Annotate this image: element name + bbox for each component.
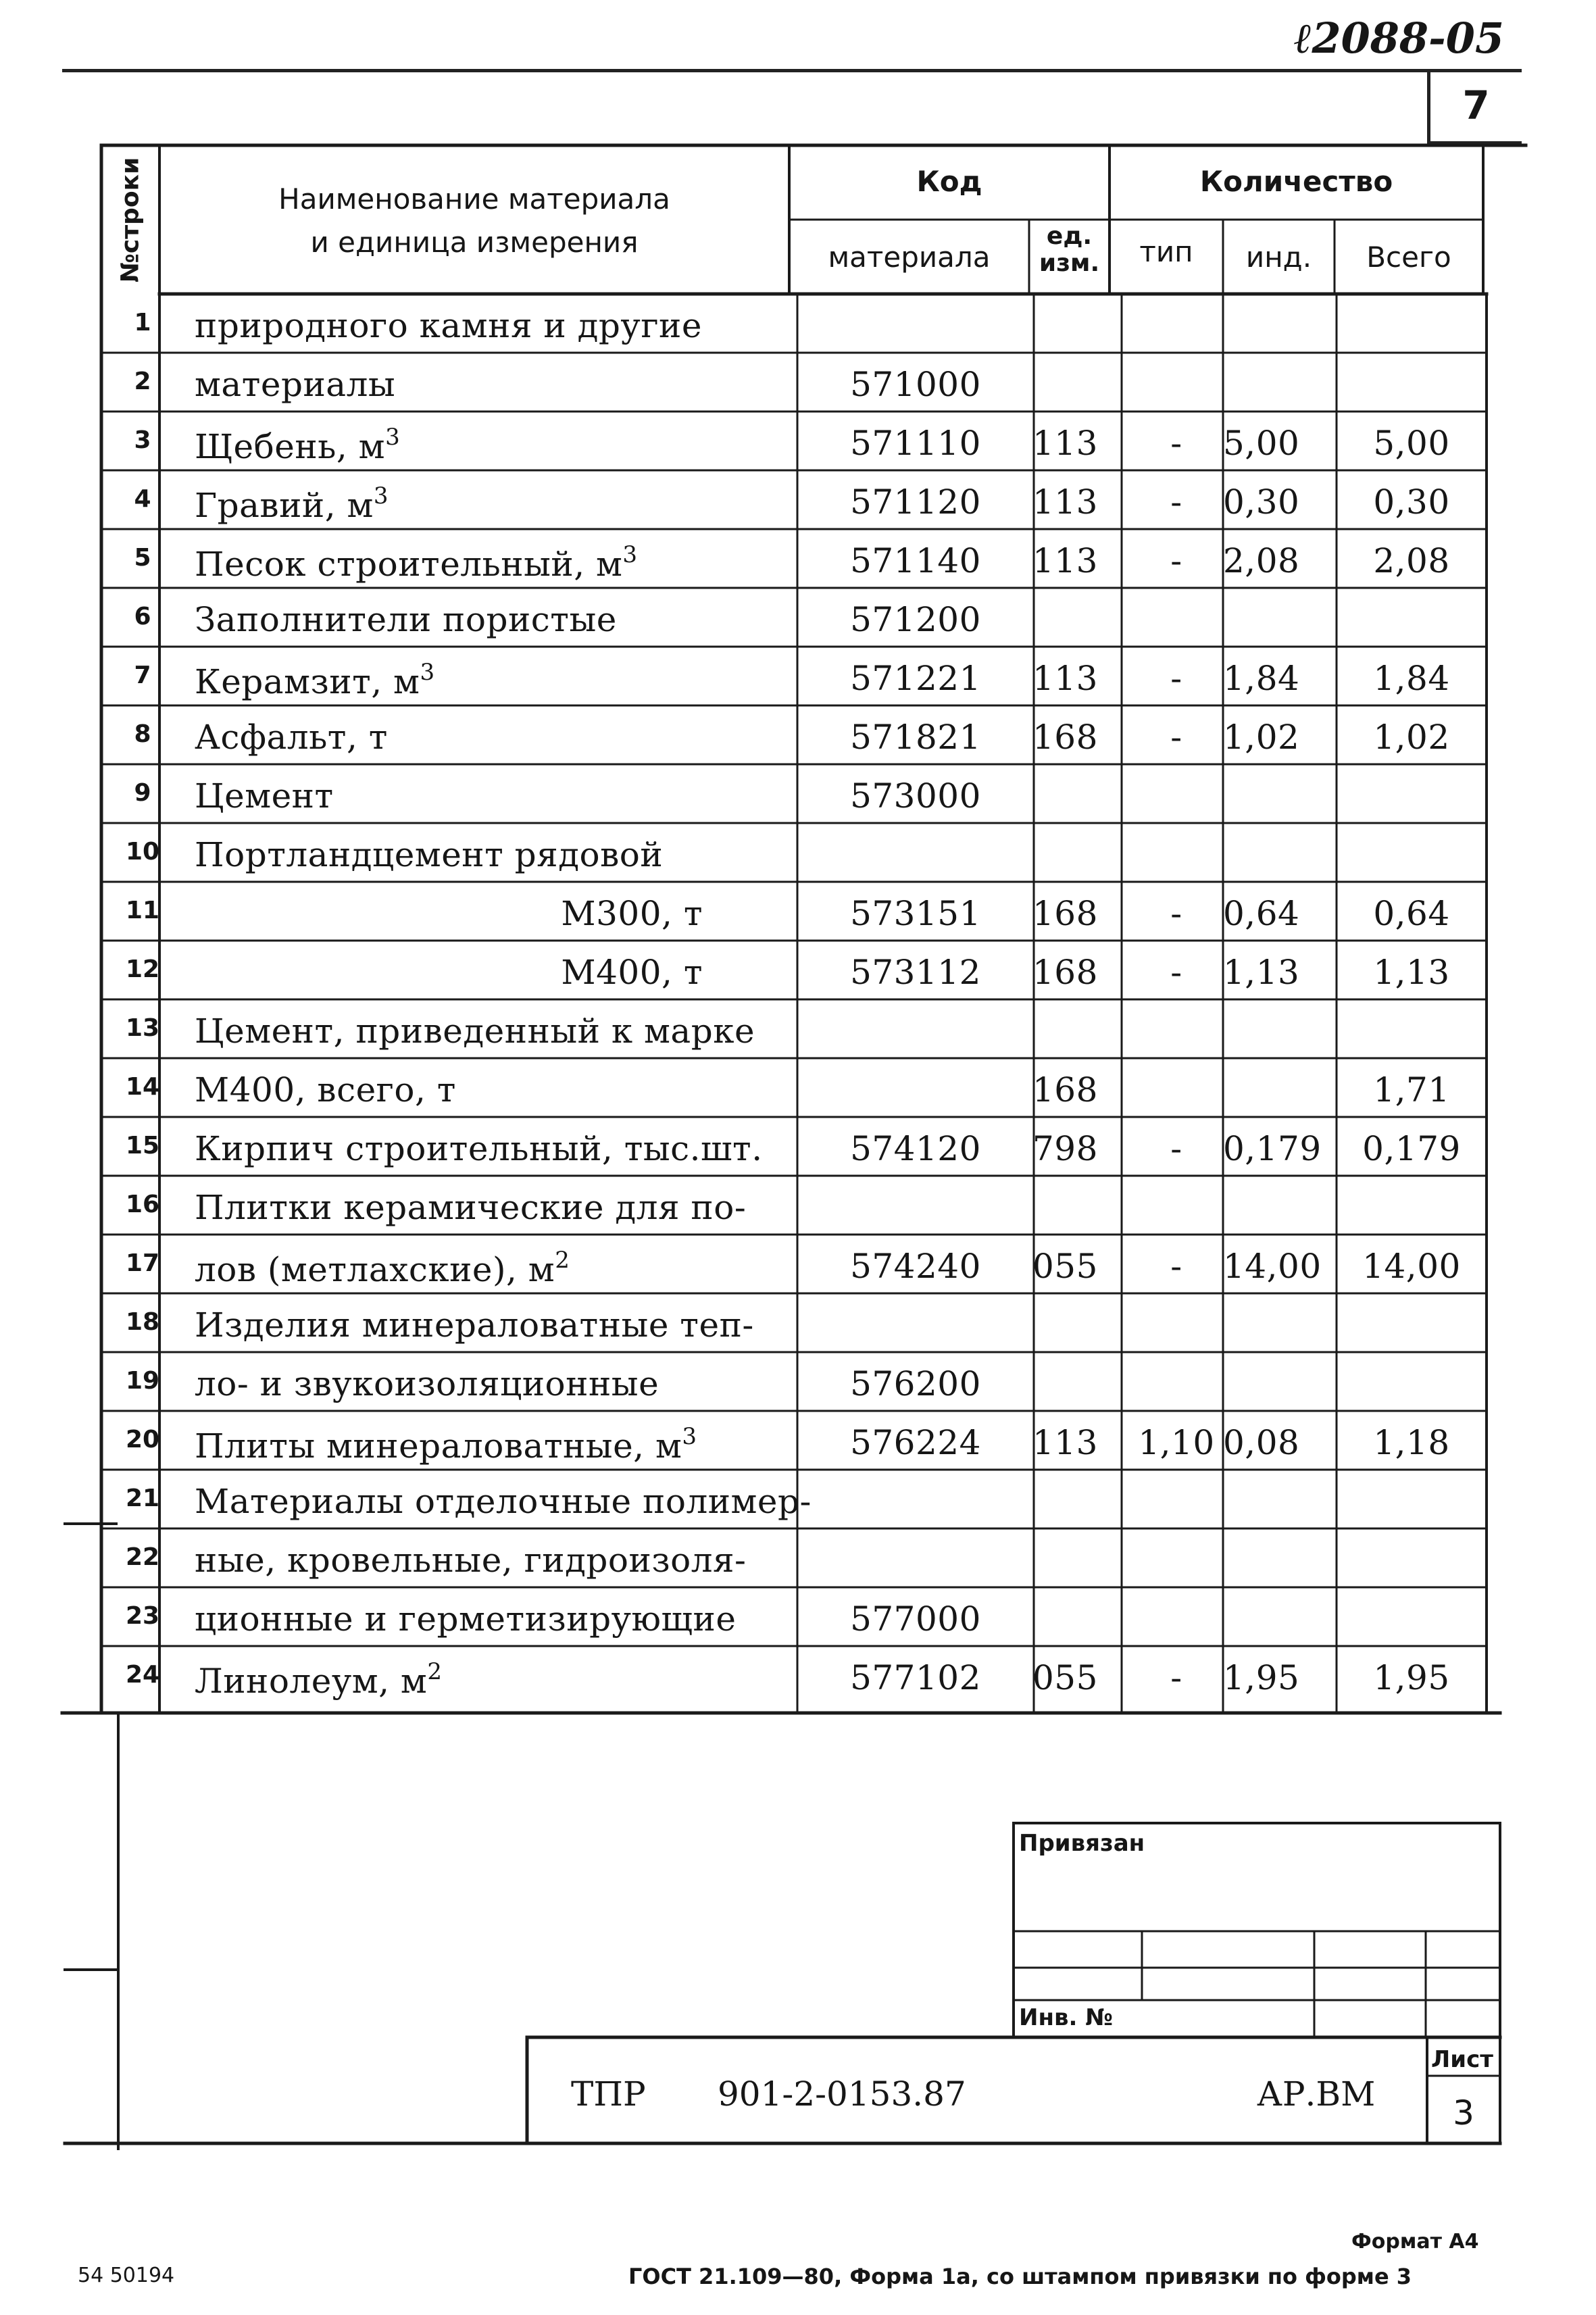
material-code-text: 576200 [850, 1364, 981, 1403]
material-name-text: лов (метлахские), м [195, 1250, 555, 1289]
header-name-line1: Наименование материала [278, 182, 670, 216]
material-code [834, 659, 997, 698]
unit-code-text: 055 [1032, 1658, 1098, 1697]
document-number-prefix: ℓ [1294, 14, 1312, 63]
unit-code [1032, 894, 1112, 933]
material-code [834, 1247, 997, 1286]
qty-type [1126, 1658, 1227, 1697]
row-number: 12 [125, 955, 160, 983]
material-name-text: материалы [195, 365, 396, 404]
qty-total [1343, 1658, 1480, 1697]
qty-total-text: 1,18 [1373, 1423, 1450, 1462]
footer-left-code: 54 50194 [78, 2264, 175, 2287]
material-name [561, 894, 703, 933]
qty-ind [1223, 1247, 1338, 1286]
qty-total [1343, 894, 1480, 933]
title-prefix: ТПР [571, 2074, 646, 2114]
row-number: 7 [134, 662, 151, 689]
unit-exponent: 2 [555, 1247, 570, 1274]
row-number: 9 [134, 779, 151, 807]
header-code-unit: ед. изм. [1039, 222, 1100, 277]
material-name-text: ционные и герметизирующие [195, 1599, 737, 1639]
material-code-text: 577102 [850, 1658, 981, 1697]
row-number: 13 [125, 1014, 160, 1042]
header-code-material: материала [828, 241, 991, 274]
material-code-text: 573000 [850, 776, 981, 816]
qty-total [1343, 541, 1480, 580]
material-name [195, 306, 702, 345]
unit-code-text: 168 [1032, 894, 1098, 933]
material-name-text: Плиты минераловатные, м [195, 1426, 682, 1466]
qty-total-text: 1,84 [1373, 659, 1450, 698]
qty-total-text: 1,02 [1373, 718, 1450, 757]
unit-code-text: 113 [1032, 541, 1098, 580]
unit-exponent: 3 [682, 1423, 697, 1450]
unit-code [1032, 1423, 1112, 1462]
unit-code [1032, 1247, 1112, 1286]
material-name [195, 1305, 754, 1345]
qty-total-text: 1,71 [1373, 1070, 1450, 1110]
unit-exponent: 3 [373, 482, 389, 509]
unit-code [1032, 541, 1112, 580]
material-name-text: Портландцемент рядовой [195, 835, 664, 874]
qty-total-text: 0,179 [1362, 1129, 1461, 1168]
unit-exponent: 2 [427, 1658, 443, 1685]
page-number: 7 [1427, 69, 1522, 145]
row-number: 21 [125, 1485, 160, 1512]
material-code [834, 1599, 997, 1639]
material-code-text: 571000 [850, 365, 981, 404]
material-name-text: ло- и звукоизоляционные [195, 1364, 659, 1403]
qty-type [1126, 482, 1227, 522]
qty-type-text: - [1170, 541, 1182, 580]
footer-gost: ГОСТ 21.109—80, Форма 1а, со штампом привязки по форме 3 [628, 2264, 1412, 2289]
qty-type [1126, 541, 1227, 580]
stamp-privyazan: Привязан [1019, 1830, 1145, 1857]
row-number: 10 [125, 838, 160, 866]
unit-code [1032, 718, 1112, 757]
material-code-text: 571120 [850, 482, 981, 522]
unit-code-text: 055 [1032, 1247, 1098, 1286]
header-row-number [102, 145, 159, 294]
material-name [195, 835, 663, 874]
header-qty-type: тип [1139, 235, 1193, 268]
qty-ind-text: 0,179 [1223, 1129, 1322, 1168]
row-number: 17 [125, 1249, 160, 1277]
material-name [195, 365, 395, 404]
header-code: Код [916, 165, 982, 198]
unit-code-text: 168 [1032, 953, 1098, 992]
qty-type-text: - [1170, 1129, 1182, 1168]
header-qty-total: Всего [1366, 241, 1451, 274]
qty-ind [1223, 894, 1338, 933]
qty-total [1343, 1070, 1480, 1110]
qty-ind-text: 2,08 [1223, 541, 1300, 580]
qty-total [1343, 1129, 1480, 1168]
material-name-text: Щебень, м [195, 427, 386, 466]
header-name-line2: и единица измерения [310, 226, 639, 259]
row-number: 15 [125, 1132, 160, 1160]
row-number: 19 [125, 1367, 160, 1395]
material-name [195, 1423, 697, 1466]
material-name-text: Песок строительный, м [195, 545, 623, 584]
material-name [195, 718, 388, 757]
qty-total-text: 0,64 [1373, 894, 1450, 933]
qty-ind [1223, 953, 1338, 992]
row-number: 20 [125, 1426, 160, 1453]
qty-type [1126, 1423, 1227, 1462]
row-number: 14 [125, 1073, 160, 1101]
qty-total-text: 1,95 [1373, 1658, 1450, 1697]
material-name-text: Плитки керамические для по- [195, 1188, 747, 1227]
material-code [834, 541, 997, 580]
material-name-text: Асфальт, т [195, 718, 388, 757]
qty-ind [1223, 659, 1338, 698]
row-number: 4 [134, 485, 151, 513]
material-code [834, 894, 997, 933]
header-row-number-text: №строки [116, 157, 145, 282]
unit-code [1032, 659, 1112, 698]
material-name-text: природного камня и другие [195, 306, 702, 345]
qty-type [1126, 1247, 1227, 1286]
material-code [834, 600, 997, 639]
document-number-value: 2088-05 [1312, 14, 1505, 63]
header-qty-ind: инд. [1245, 241, 1312, 274]
qty-type-text: - [1170, 718, 1182, 757]
material-name-text: Изделия минераловатные теп- [195, 1305, 754, 1345]
qty-total [1343, 424, 1480, 463]
material-code [834, 1658, 997, 1697]
material-name-text: Линолеум, м [195, 1662, 428, 1701]
qty-ind [1223, 1423, 1338, 1462]
row-number: 1 [134, 309, 151, 337]
header-quantity: Количество [1199, 165, 1393, 198]
title-section: АР.ВМ [1257, 2074, 1376, 2114]
qty-total [1343, 718, 1480, 757]
qty-total-text: 0,30 [1373, 482, 1450, 522]
stamp-inv-no: Инв. № [1019, 2004, 1114, 2031]
material-code [834, 1129, 997, 1168]
row-number: 3 [134, 426, 151, 454]
material-code [834, 482, 997, 522]
unit-code-text: 113 [1032, 482, 1098, 522]
unit-code-text: 168 [1032, 1070, 1098, 1110]
row-number: 6 [134, 603, 151, 630]
material-code-text: 571221 [850, 659, 981, 698]
material-code-text: 574240 [850, 1247, 981, 1286]
material-name-text: Цемент, приведенный к марке [195, 1012, 755, 1051]
material-code-text: 571140 [850, 541, 981, 580]
unit-code [1032, 1129, 1112, 1168]
qty-type-text: - [1170, 1658, 1182, 1697]
material-name-text: Керамзит, м [195, 662, 420, 701]
material-name [561, 953, 703, 992]
material-code-text: 573112 [850, 953, 981, 992]
qty-ind-text: 1,95 [1223, 1658, 1300, 1697]
material-name [195, 1188, 746, 1227]
unit-code-text: 113 [1032, 424, 1098, 463]
material-code-text: 571200 [850, 600, 981, 639]
material-code [834, 424, 997, 463]
qty-ind [1223, 424, 1338, 463]
qty-ind [1223, 482, 1338, 522]
unit-code [1032, 424, 1112, 463]
row-number: 5 [134, 544, 151, 572]
qty-type [1126, 894, 1227, 933]
material-name-text: Кирпич строительный, тыс.шт. [195, 1129, 763, 1168]
qty-ind-text: 5,00 [1223, 424, 1300, 463]
material-name [195, 776, 334, 816]
format-label: Формат А4 [1351, 2230, 1479, 2254]
row-number: 2 [134, 368, 151, 395]
row-number: 22 [125, 1543, 160, 1571]
qty-ind-text: 0,30 [1223, 482, 1300, 522]
unit-code [1032, 1070, 1112, 1110]
qty-ind-text: 1,13 [1223, 953, 1300, 992]
sheet-number: 3 [1453, 2093, 1474, 2133]
material-name [195, 541, 638, 584]
qty-type-text: - [1170, 424, 1182, 463]
qty-total [1343, 1247, 1480, 1286]
material-name-text: М300, т [561, 894, 703, 933]
material-name [195, 1070, 456, 1110]
material-code-text: 577000 [850, 1599, 981, 1639]
material-code-text: 571110 [850, 424, 981, 463]
material-name [195, 424, 400, 466]
sheet-label: Лист [1431, 2046, 1493, 2073]
row-number: 24 [125, 1661, 160, 1689]
material-name-text: ные, кровельные, гидроизоля- [195, 1541, 747, 1580]
title-project-number: 901-2-0153.87 [718, 2074, 966, 2114]
unit-code [1032, 1658, 1112, 1697]
material-code [834, 1364, 997, 1403]
material-code [834, 365, 997, 404]
unit-code-text: 113 [1032, 659, 1098, 698]
qty-type-text: - [1170, 659, 1182, 698]
material-name [195, 482, 389, 525]
qty-total [1343, 659, 1480, 698]
qty-ind-text: 0,64 [1223, 894, 1300, 933]
qty-type-text: - [1170, 953, 1182, 992]
qty-type [1126, 1129, 1227, 1168]
qty-ind [1223, 541, 1338, 580]
unit-exponent: 3 [420, 659, 435, 686]
qty-ind-text: 0,08 [1223, 1423, 1300, 1462]
qty-ind-text: 14,00 [1223, 1247, 1322, 1286]
row-number: 18 [125, 1308, 160, 1336]
qty-type-text: 1,10 [1138, 1423, 1215, 1462]
qty-ind [1223, 1129, 1338, 1168]
material-name [195, 659, 435, 701]
material-name [195, 1364, 659, 1403]
material-code [834, 718, 997, 757]
row-number: 11 [125, 897, 160, 924]
material-name [195, 1129, 763, 1168]
unit-code-text: 798 [1032, 1129, 1098, 1168]
qty-total [1343, 482, 1480, 522]
material-code [834, 776, 997, 816]
qty-total [1343, 1423, 1480, 1462]
qty-type [1126, 718, 1227, 757]
material-name [195, 1599, 736, 1639]
qty-total-text: 5,00 [1373, 424, 1450, 463]
row-number: 8 [134, 720, 151, 748]
qty-ind [1223, 1658, 1338, 1697]
qty-type [1126, 424, 1227, 463]
qty-type [1126, 659, 1227, 698]
qty-total-text: 14,00 [1362, 1247, 1461, 1286]
material-name [195, 1482, 812, 1521]
qty-total-text: 2,08 [1373, 541, 1450, 580]
qty-ind [1223, 718, 1338, 757]
material-code [834, 1423, 997, 1462]
unit-code-text: 168 [1032, 718, 1098, 757]
qty-ind-text: 1,84 [1223, 659, 1300, 698]
material-name [195, 600, 617, 639]
unit-code-text: 113 [1032, 1423, 1098, 1462]
material-name-text: Материалы отделочные полимер- [195, 1482, 812, 1521]
material-code-text: 576224 [850, 1423, 981, 1462]
unit-code [1032, 953, 1112, 992]
material-name [195, 1247, 570, 1289]
material-code-text: 574120 [850, 1129, 981, 1168]
material-code-text: 571821 [850, 718, 981, 757]
material-name-text: М400, т [561, 953, 703, 992]
qty-ind-text: 1,02 [1223, 718, 1300, 757]
row-number: 23 [125, 1602, 160, 1630]
qty-type-text: - [1170, 482, 1182, 522]
qty-type [1126, 953, 1227, 992]
material-name-text: Цемент [195, 776, 334, 816]
qty-type-text: - [1170, 894, 1182, 933]
unit-exponent: 3 [622, 541, 638, 568]
row-number: 16 [125, 1191, 160, 1218]
material-name-text: М400, всего, т [195, 1070, 456, 1110]
material-name-text: Заполнители пористые [195, 600, 617, 639]
material-name [195, 1541, 746, 1580]
unit-exponent: 3 [385, 424, 401, 451]
qty-total [1343, 953, 1480, 992]
unit-code [1032, 482, 1112, 522]
material-name [195, 1658, 442, 1701]
material-name-text: Гравий, м [195, 486, 374, 525]
material-code [834, 953, 997, 992]
material-name [195, 1012, 755, 1051]
qty-total-text: 1,13 [1373, 953, 1450, 992]
qty-type-text: - [1170, 1247, 1182, 1286]
material-code-text: 573151 [850, 894, 981, 933]
